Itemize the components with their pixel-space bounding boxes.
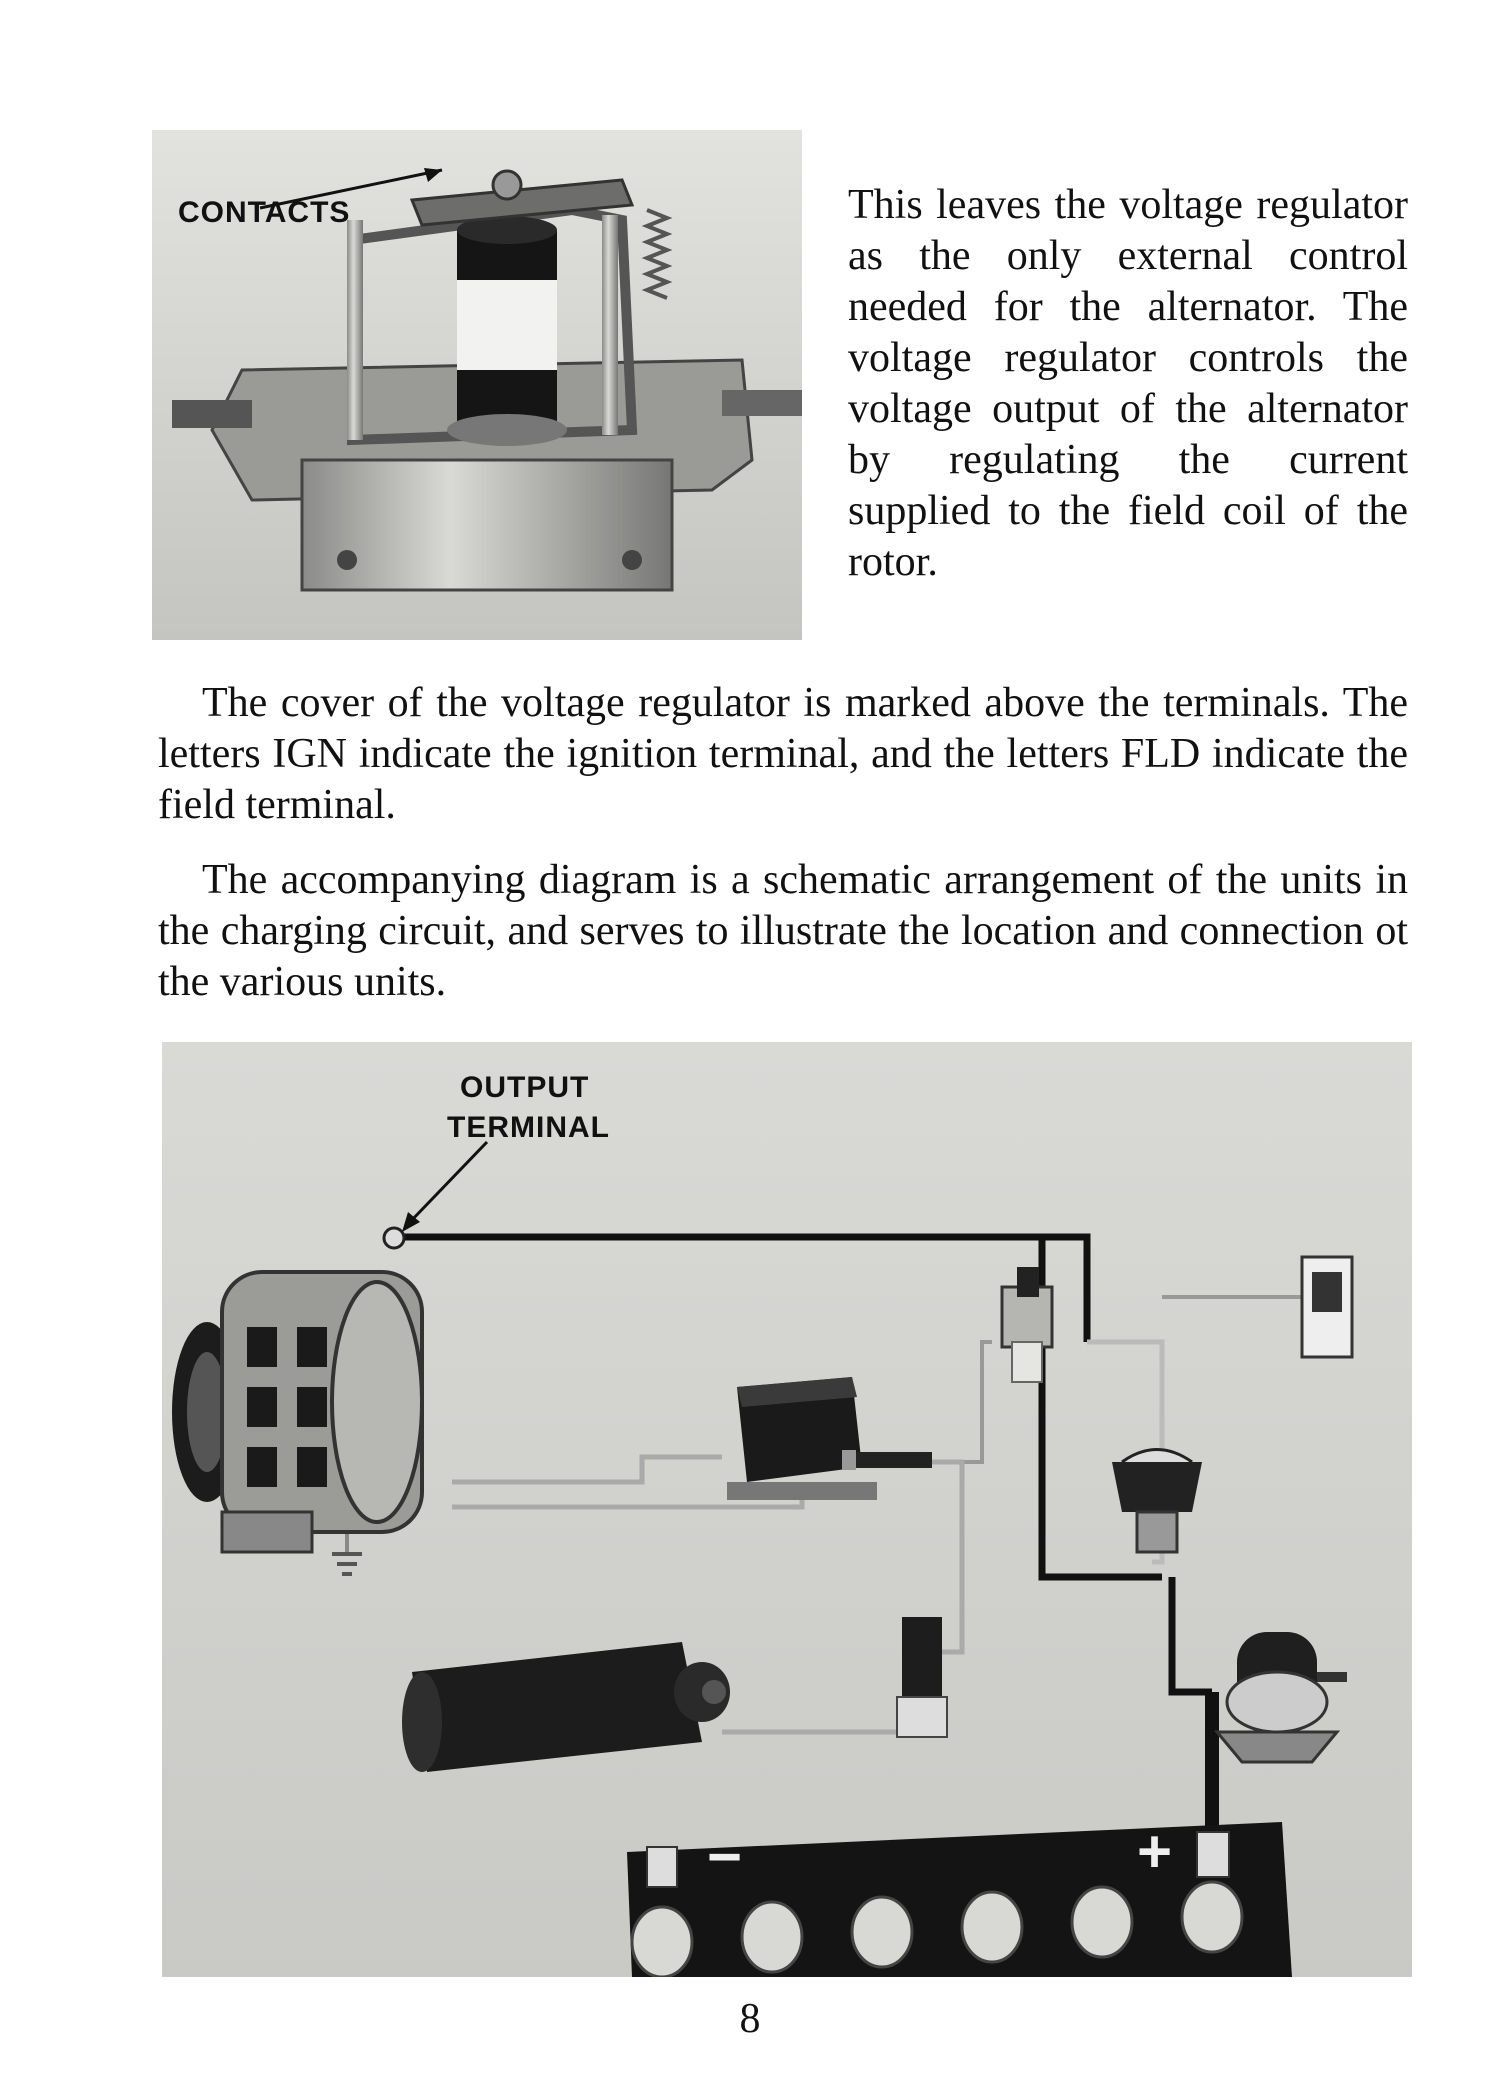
voltage-regulator-photo <box>152 130 802 640</box>
output-terminal-callout-line2: TERMINAL <box>447 1111 610 1144</box>
charging-circuit-photo <box>162 1042 1412 1977</box>
paragraph-diagram-text: The accompanying diagram is a schematic arrangement of the units in the charging circuit, and serves to illustrate the location and connection ot the various units. <box>158 857 1408 1005</box>
contacts-callout: CONTACTS <box>178 196 351 229</box>
paragraph-cover-text: The cover of the voltage regulator is marked above the terminals. The letters IGN indicate the ignition terminal, and the letters FLD indicate the field terminal. <box>158 680 1408 828</box>
fuse <box>842 1450 932 1470</box>
paragraph-cover <box>158 678 1408 831</box>
battery-plus-label: + <box>1137 1818 1173 1885</box>
voltage-regulator-illustration <box>152 130 802 640</box>
output-terminal-callout-line1: OUTPUT <box>460 1071 590 1104</box>
charging-circuit-illustration <box>162 1042 1412 1977</box>
right-paragraph: This leaves the voltage regulator as the only external control needed for the alternator. The voltage regulator controls the voltage output of the alternator by regulating the current supplied to the field coil of the rotor. <box>848 182 1408 585</box>
connector-block <box>902 1617 942 1697</box>
connector-base <box>897 1697 947 1737</box>
battery-minus-label: − <box>707 1823 743 1890</box>
page-number: 8 <box>739 1996 761 2042</box>
ignition-switch <box>1302 1257 1352 1357</box>
paragraph-diagram <box>158 855 1408 1008</box>
battery <box>627 1818 1292 1977</box>
